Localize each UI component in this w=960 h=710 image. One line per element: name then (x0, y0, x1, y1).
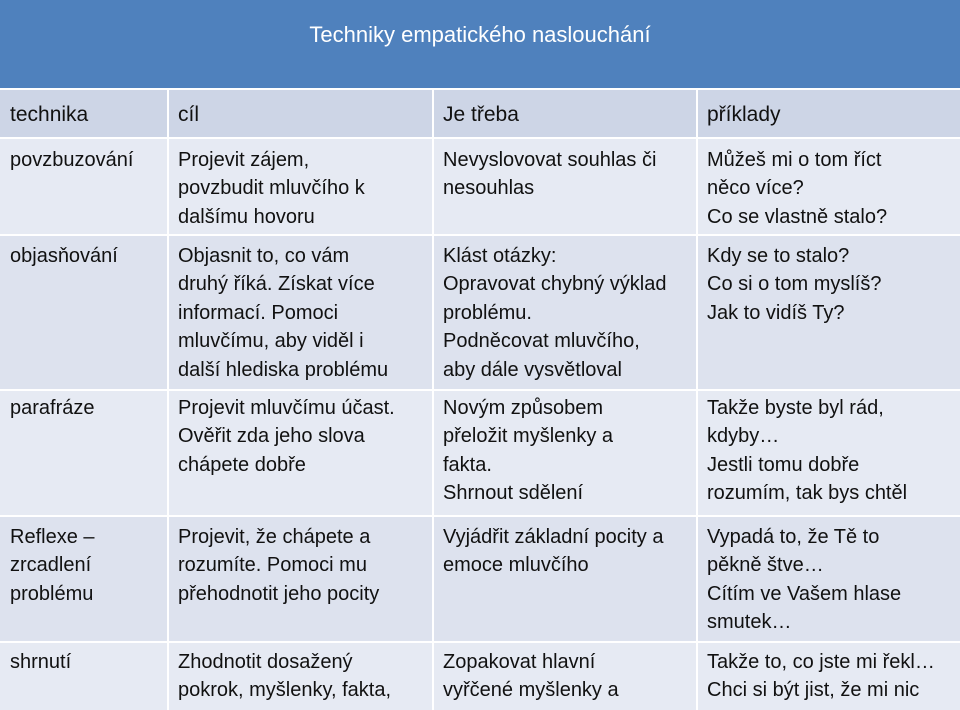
cell-priklady: Takže byste byl rád, kdyby… Jestli tomu dobře rozumím, tak bys chtěl (707, 397, 908, 505)
cell-cil: Projevit mluvčímu účast. Ověřit zda jeho slova chápete dobře (178, 397, 395, 476)
page-title: Techniky empatického naslouchání (309, 22, 651, 47)
cell-technika: shrnutí (10, 651, 72, 673)
cell-priklady: Kdy se to stalo? Co si o tom myslíš? Jak to vidíš Ty? (707, 245, 882, 324)
cell-je-treba: Zopakovat hlavní vyřčené myšlenky a (443, 651, 619, 702)
cell-priklady: Takže to, co jste mi řekl… Chci si být jist, že mi nic (707, 651, 935, 702)
table-row (0, 515, 960, 641)
header-technika: technika (10, 103, 89, 126)
table-row (0, 641, 960, 710)
cell-je-treba: Vyjádřit základní pocity a emoce mluvčího (443, 526, 664, 577)
header-priklady: příklady (707, 103, 781, 126)
table-row (0, 389, 960, 515)
header-cil: cíl (178, 103, 199, 126)
header-je-treba: Je třeba (443, 103, 519, 126)
table-header (0, 88, 960, 137)
table-row (0, 234, 960, 389)
cell-priklady: Vypadá to, že Tě to pěkně štve… Cítím ve Vašem hlase smutek… (707, 526, 902, 634)
column-divider (696, 88, 698, 710)
cell-technika: objasňování (10, 245, 118, 267)
cell-cil: Projevit zájem, povzbudit mluvčího k dalšímu hovoru (178, 149, 365, 228)
column-divider (432, 88, 434, 710)
column-divider (167, 88, 169, 710)
cell-technika: povzbuzování (10, 149, 134, 171)
cell-je-treba: Novým způsobem přeložit myšlenky a fakta. Shrnout sdělení (443, 397, 614, 505)
cell-technika: parafráze (10, 397, 95, 419)
cell-priklady: Můžeš mi o tom říct něco více? Co se vlastně stalo? (707, 149, 888, 228)
cell-je-treba: Nevyslovovat souhlas či nesouhlas (443, 149, 657, 200)
table-row (0, 137, 960, 234)
cell-cil: Zhodnotit dosažený pokrok, myšlenky, fakta, (178, 651, 392, 702)
cell-cil: Objasnit to, co vám druhý říká. Získat více informací. Pomoci mluvčímu, aby viděl i další hlediska problému (178, 245, 389, 381)
cell-cil: Projevit, že chápete a rozumíte. Pomoci mu přehodnotit jeho pocity (178, 526, 380, 605)
cell-technika: Reflexe – zrcadlení problému (10, 526, 95, 605)
title-bar (0, 0, 960, 88)
cell-je-treba: Klást otázky: Opravovat chybný výklad problému. Podněcovat mluvčího, aby dále vysvětloval (443, 245, 667, 381)
